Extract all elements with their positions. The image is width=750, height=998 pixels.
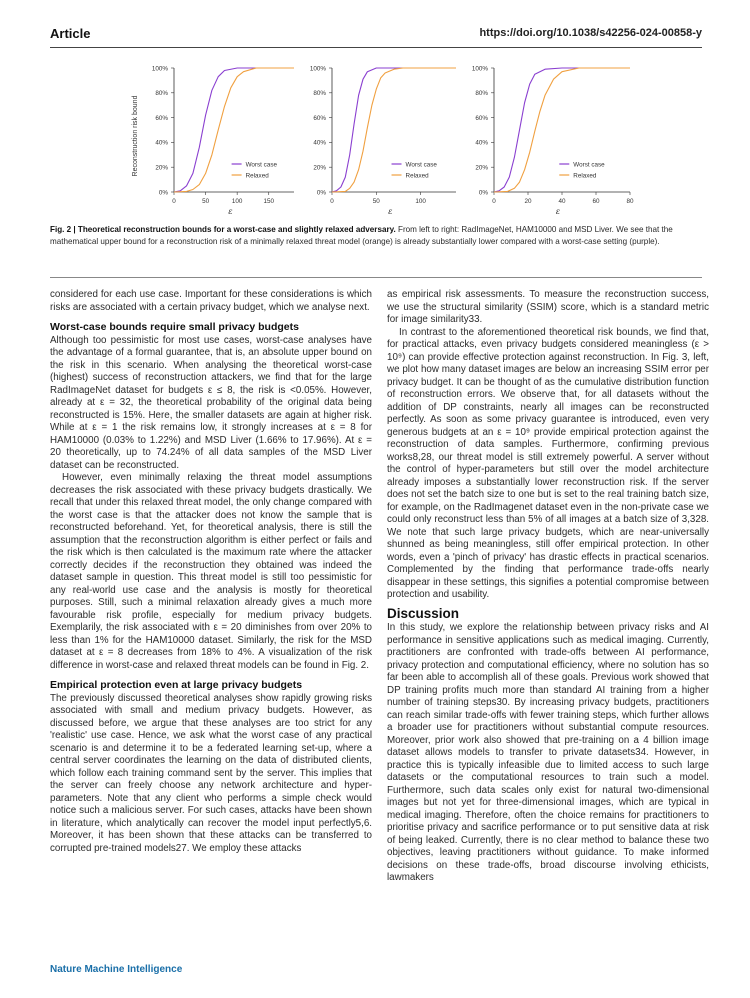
doi-link[interactable]: https://doi.org/10.1038/s42256-024-00858-y (479, 27, 702, 39)
figure-caption-title: Fig. 2 | Theoretical reconstruction bounds for a worst-case and slightly relaxed adversary. (50, 225, 396, 234)
legend-label: Relaxed (245, 172, 269, 180)
series-line-relaxed (494, 68, 630, 192)
figure-2 (128, 58, 648, 220)
x-tick-label: 20 (524, 198, 532, 205)
page-header (50, 26, 702, 46)
article-label: Article (50, 26, 91, 41)
left-column (50, 289, 372, 855)
series-line-worst-case (332, 68, 456, 192)
y-tick-label: 60% (313, 114, 326, 122)
x-tick-label: 40 (558, 198, 566, 205)
y-axis-label: Reconstruction risk bound (132, 95, 139, 177)
y-tick-label: 0% (478, 189, 488, 197)
y-tick-label: 80% (313, 90, 326, 98)
figure-2-charts (128, 58, 648, 220)
legend-label: Worst case (245, 161, 277, 169)
paragraph: However, even minimally relaxing the threat model assumptions decreases the risk associated with these privacy budgets drastically. We recall that under this relaxed threat model, the only change compared with the worst case is that the attacker does not know the sample that is reconstructed beforehand. Yet, for theoretical analysis, there is still the assumption that the reconstruction algorithm is either perfect or fails and the risk which is then calculated is the maximum rate where the attacker correctly decides if the reconstruction they obtained was indeed the dataset sample in question. This threat model is still too pessimistic for any real-world use case and the analysis is mostly for theoretical purposes. Still, such a minimal relaxation already gives a much more favourable risk profile, especially for medium privacy budgets. Exemplarily, the risk associated with ε = 20 diminishes from over 20% to less than 1% for the HAM10000 dataset. Similarly, the risk for the MSD dataset at ε = 8 decreases from 18% to 4%. A visualization of the risk difference in worst-case and relaxed threat models can be found in Fig. 2. (50, 472, 372, 671)
legend-label: Relaxed (405, 172, 429, 180)
paragraph: The previously discussed theoretical analyses show rapidly growing risks associated with small and medium privacy budgets. However, as discussed before, we argue that these analyses are too strict for any 'realistic' use case. Hence, we ask what the worst case of any practical scenario is and determine it to be a federated learning set-up, where a central server coordinates the learning on the data of distributed clients, which follow each training command sent by the server. This implies that the server can freely choose any network architecture and hyper-parameters. Note that any client who performs a simple check would notice such a malicious server. For such cases, attacks have been shown in literature, which analytically can recover the model input perfectly5,6. Moreover, it has been shown that these attacks can be transferred to corrupted pre-trained models27. We employ these attacks (50, 692, 372, 854)
x-tick-label: 50 (372, 198, 380, 205)
x-tick-label: 0 (330, 198, 334, 205)
legend-label: Worst case (405, 161, 437, 169)
series-line-worst-case (174, 68, 294, 192)
x-tick-label: 60 (592, 198, 600, 205)
y-tick-label: 80% (475, 90, 488, 98)
x-tick-label: 0 (172, 198, 176, 205)
y-tick-label: 0% (316, 189, 326, 197)
x-tick-label: 50 (202, 198, 210, 205)
paragraph: considered for each use case. Important for these considerations is which risks are associated with a certain privacy budget, which we analyse next. (50, 289, 372, 313)
x-tick-label: 80 (626, 198, 634, 205)
section-title: Discussion (387, 605, 460, 621)
x-tick-label: 100 (231, 198, 243, 205)
y-tick-label: 100% (309, 65, 326, 73)
paragraph: In this study, we explore the relationship between privacy risks and AI performance in sensitive applications such as medical imaging. Currently, practitioners are confronted with trade-offs between AI performance, privacy protection and computational efficiency, where no solution has so far been able to accomplish all of these goals. Previous work showed that DP training profits much more than standard AI training from a higher number of training steps30. By increasing privacy budgets, practitioners can reach similar trade-offs with fewer training steps, which further allows a broader use for practitioners without substantial compute resources. Moreover, prior work also showed that pre-training on a 4 billion image dataset allows models to transfer to private datasets34. However, in practice this is typically infeasible due to limited access to such large datasets or the computational resources to train such a model. Furthermore, such data scales only exist for natural two-dimensional images but not yet for three-dimensional images, which are typical in medical imaging. Therefore, often the choice remains for practitioners to prioritise privacy and sacrifice performance or to put sensitive data at risk of being leaked. Currently, there is no clear method to balance these two objectives, leaving practitioners without guidance. To make informed decisions on these trade-offs, broad discourse involving ethicists, lawmakers (387, 622, 709, 883)
paragraph: Although too pessimistic for most use cases, worst-case analyses have the advantage of a formal guarantee, that is, an absolute upper bound on the risk in this scenario. When analysing the theoretical worst-case (highest) success of reconstruction attackers, we find that for the large RadImageNet dataset for budgets ε ≤ 8, the risk is <0.05%. However, already at ε = 32, the theoretical probability of the original data being reconstructed is 15%. Here, the smaller datasets are again at higher risk. While at ε = 1 the risk remains low, it strongly increases at ε = 8 for HAM10000 (0.03% to 1.22%) and MSD Liver (1.66% to 17.96%). At ε = 20 theoretically, up to 74.24% of all data samples of the MSD Liver dataset can be reconstructed. (50, 334, 372, 471)
x-tick-label: 0 (492, 198, 496, 205)
series-line-worst-case (494, 68, 630, 192)
series-line-relaxed (332, 68, 456, 192)
y-tick-label: 100% (471, 65, 488, 73)
section-heading: Empirical protection even at large privacy budgets (50, 679, 303, 691)
y-tick-label: 60% (475, 114, 488, 122)
y-tick-label: 20% (155, 164, 168, 172)
y-tick-label: 40% (313, 139, 326, 147)
y-tick-label: 60% (155, 114, 168, 122)
y-tick-label: 20% (313, 164, 326, 172)
caption-divider (50, 277, 702, 278)
chart-panel-3 (472, 65, 634, 216)
y-tick-label: 0% (158, 189, 168, 197)
header-divider (50, 47, 702, 48)
journal-name: Nature Machine Intelligence (50, 964, 183, 975)
y-tick-label: 40% (475, 139, 488, 147)
figure-caption (50, 224, 702, 249)
paragraph: as empirical risk assessments. To measure the reconstruction success, we use the structural similarity (SSIM) score, which is a standard metric for image similarity33. (387, 289, 709, 325)
y-tick-label: 40% (155, 139, 168, 147)
x-axis-label: ε (228, 207, 233, 216)
x-axis-label: ε (555, 207, 561, 216)
figure-caption-text: From left to right: RadImageNet, HAM10000 and MSD Liver. We see that the mathematical upper bound for a reconstruction risk of a minimally relaxed threat model (orange) is already substantially lower compared with a worst-case setting (purple). (50, 225, 673, 247)
y-tick-label: 100% (151, 65, 168, 73)
series-line-relaxed (174, 68, 294, 192)
x-tick-label: 150 (263, 198, 274, 205)
chart-panel-2 (310, 65, 456, 216)
x-tick-label: 100 (415, 198, 426, 205)
x-axis-label: ε (388, 207, 393, 216)
right-column (387, 289, 709, 885)
paragraph: In contrast to the aforementioned theoretical risk bounds, we find that, for practical attacks, even privacy budgets considered meaningless (ε > 10⁹) can provide effective protection against reconstruction. In Fig. 3, left, we plot how many dataset images are below an increasing SSIM error per privacy budget. It can be thought of as the cumulative distribution function of reconstruction errors. We observe that, for all datasets without the addition of DP constraints, nearly all images can be reconstructed perfectly. As soon as some privacy guarantee is introduced, even very generous budgets at an ε = 10⁹ provide empirical protection against the reconstruction of data samples. Furthermore, confirming previous works8,28, our threat model is still extremely powerful. A server without the control of hyper-parameters but still over the model architecture already imposes a substantially lower reconstruction risk. If the server does not set the batch size to one but is set to the real training batch size, for example, on the RadImagenet dataset even in the non-private case we could only reconstruct less than 5% of all images at a batch size of 3,328. We note that such large privacy budgets, which are near-universally shunned as being meaningless, still offer empirical protection. In other words, even a 'pinch of privacy' has drastic effects in practical scenarios. Complemented by the finding that performance trade-offs nearly disappear in these settings, this signifies a potential compromise between protection and usability. (387, 326, 709, 600)
legend-label: Worst case (573, 161, 605, 169)
chart-panel-1 (152, 65, 294, 216)
section-heading: Worst-case bounds require small privacy budgets (50, 321, 299, 333)
legend-label: Relaxed (573, 172, 597, 180)
y-tick-label: 80% (155, 90, 168, 98)
y-tick-label: 20% (475, 164, 488, 172)
